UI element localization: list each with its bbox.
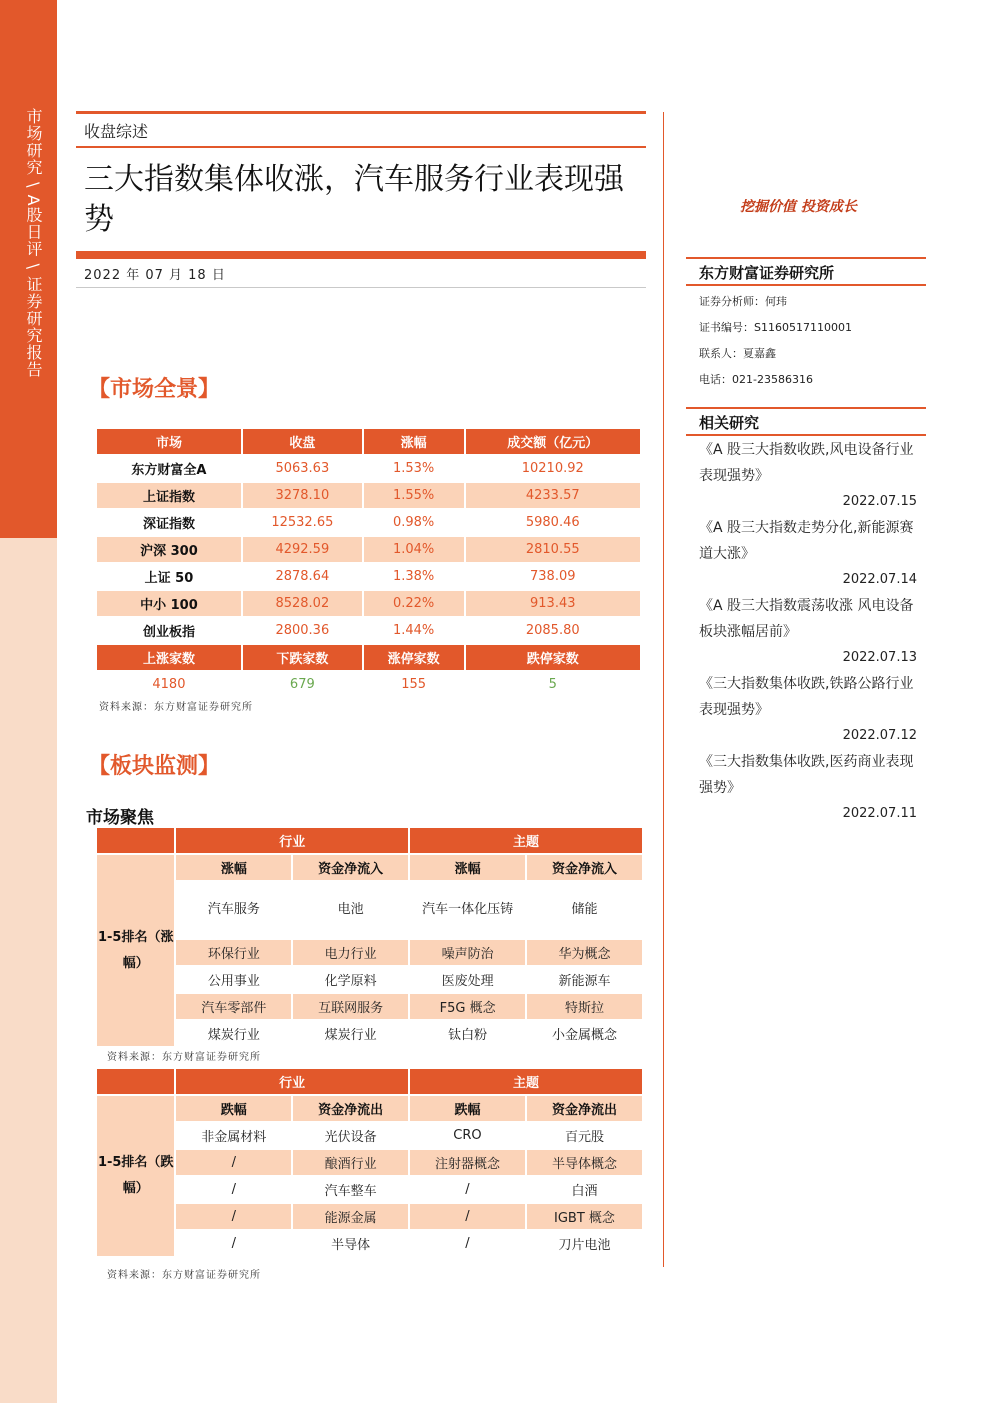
table-row [97,882,642,938]
column-divider [663,112,664,1267]
table-cell: 医废处理 [441,974,494,989]
column-header: 资金净流入 [293,855,408,880]
title-rule [76,251,646,259]
close-value: 2800.36 [275,623,330,638]
index-name: 沪深 300 [97,537,241,562]
table-row [97,618,640,643]
related-report-date: 2022.07.11 [842,806,917,821]
group-header: 主题 [410,1069,642,1094]
index-name: 上证指数 [97,483,241,508]
table-row [97,564,640,589]
table-cell: / [410,1204,525,1229]
table-source: 资料来源：东方财富证券研究所 [107,1052,261,1063]
change-pct: 0.22% [364,591,464,616]
table-row [97,940,642,965]
category-rule [76,146,646,148]
column-header: 跌幅 [410,1096,525,1121]
table-cell: 互联网服务 [293,994,408,1019]
column-header: 资金净流出 [527,1096,642,1121]
page-title: 三大指数集体收涨，汽车服务行业表现强势 [84,162,624,237]
related-report-link[interactable]: 《三大指数集体收跌,医药商业表现强势》 [699,754,914,796]
turnover: 2810.55 [466,537,641,562]
table-cell: / [231,1236,236,1251]
table-cell: 半导体概念 [527,1150,642,1175]
close-value: 2878.64 [275,569,330,584]
table-cell: 电力行业 [293,940,408,965]
change-pct: 1.55% [364,483,464,508]
limit-down-count: 5 [548,677,557,692]
table-cell: / [176,1204,291,1229]
table-cell: / [231,1182,236,1197]
table-cell: 半导体 [331,1238,371,1253]
change-pct: 1.44% [392,623,435,638]
change-pct: 1.38% [392,569,435,584]
index-name: 中小 100 [97,591,241,616]
column-header: 上涨家数 [97,645,241,670]
table-row [97,510,640,535]
table-cell: 煤炭行业 [324,1028,377,1043]
rank-label: 1-5排名（跌幅） [97,1096,174,1256]
column-header: 跌停家数 [466,645,641,670]
table-cell: 刀片电池 [558,1238,611,1253]
group-header: 行业 [176,828,408,853]
related-report-date: 2022.07.15 [842,494,917,509]
institute-top-rule [686,257,926,259]
phone-number: 电话：021-23586316 [699,373,813,386]
table-source: 资料来源：东方财富证券研究所 [99,702,253,713]
table-cell: 汽车一体化压铸 [422,902,514,917]
column-header: 资金净流出 [293,1096,408,1121]
related-report-link[interactable]: 《三大指数集体收跌,铁路公路行业表现强势》 [699,676,914,718]
table-row [97,483,640,508]
related-report-date: 2022.07.12 [842,728,917,743]
count-row [97,672,640,697]
rank-label: 1-5排名（涨幅） [97,855,174,1046]
sector-gain-table [95,826,644,1048]
related-top-rule [686,407,926,409]
close-value: 3278.10 [243,483,362,508]
column-header: 涨幅 [176,855,291,880]
focus-subtitle: 市场聚焦 [86,808,154,828]
column-header: 跌幅 [176,1096,291,1121]
table-cell: F5G 概念 [410,994,525,1019]
turnover: 738.09 [530,569,576,584]
table-cell: 新能源车 [558,974,611,989]
related-report-date: 2022.07.14 [842,572,917,587]
table-cell: 环保行业 [176,940,291,965]
close-value: 12532.65 [271,515,334,530]
table-cell: 钛白粉 [448,1028,488,1043]
slogan: 挖掘价值 投资成长 [740,199,857,215]
table-cell: 储能 [571,902,598,917]
institute-name: 东方财富证券研究所 [699,264,835,282]
table-cell: 注射器概念 [410,1150,525,1175]
license-number: 证书编号：S1160517110001 [699,321,852,334]
close-value: 4292.59 [243,537,362,562]
table-row [97,967,642,992]
table-row [97,1021,642,1046]
turnover: 913.43 [466,591,641,616]
turnover: 2085.80 [525,623,580,638]
related-report-date: 2022.07.13 [842,650,917,665]
index-name: 东方财富全A [131,463,207,478]
table-row [97,1177,642,1202]
column-header: 涨幅 [364,429,464,454]
index-name: 上证 50 [144,571,194,586]
report-category: 收盘综述 [84,122,149,141]
column-header: 市场 [97,429,241,454]
close-value: 8528.02 [243,591,362,616]
report-date: 2022 年 07 月 18 日 [84,268,226,283]
table-cell: 百元股 [564,1130,604,1145]
table-row [97,1204,642,1229]
turnover: 10210.92 [521,461,584,476]
sector-loss-table [95,1067,644,1258]
group-header: 主题 [410,828,642,853]
table-cell: 汽车整车 [324,1184,377,1199]
change-pct: 1.04% [364,537,464,562]
table-cell: 电池 [337,902,364,917]
table-source: 资料来源：东方财富证券研究所 [107,1270,261,1281]
table-cell: / [176,1150,291,1175]
column-header: 涨停家数 [364,645,464,670]
table-cell: CRO [453,1128,482,1143]
table-cell: / [465,1182,470,1197]
header-top-rule [76,111,646,114]
analyst-name: 证券分析师：何玮 [699,295,787,308]
sidebar-band-lower [0,538,57,1403]
column-header: 成交额（亿元） [466,429,641,454]
table-cell: 煤炭行业 [207,1028,260,1043]
table-cell: / [465,1236,470,1251]
institute-bottom-rule [686,284,926,286]
table-row [97,1150,642,1175]
table-row [97,1231,642,1256]
table-cell: 华为概念 [527,940,642,965]
count-header-row [97,645,640,670]
table-cell: 非金属材料 [201,1130,267,1145]
table-cell: 能源金属 [293,1204,408,1229]
column-header: 收盘 [243,429,362,454]
related-report-link[interactable]: 《A 股三大指数走势分化,新能源赛道大涨》 [699,520,914,562]
related-research-title: 相关研究 [699,414,760,432]
decliners-count: 679 [289,677,315,692]
table-row [97,456,640,481]
related-bottom-rule [686,434,926,436]
table-cell: 光伏设备 [324,1130,377,1145]
table-row [97,1123,642,1148]
advancers-count: 4180 [152,677,186,692]
related-report-link[interactable]: 《A 股三大指数震荡收涨 风电设备板块涨幅居前》 [699,598,914,640]
turnover: 5980.46 [525,515,580,530]
sector-section-title: 【板块监测】 [88,753,221,779]
contact-name: 联系人：夏嘉鑫 [699,347,776,360]
table-cell: 汽车服务 [207,902,260,917]
change-pct: 0.98% [392,515,435,530]
table-cell: IGBT 概念 [527,1204,642,1229]
close-value: 5063.63 [275,461,330,476]
corner-cell [97,828,174,853]
table-row [97,994,642,1019]
column-header: 涨幅 [410,855,525,880]
change-pct: 1.53% [392,461,435,476]
table-cell: 噪声防治 [410,940,525,965]
related-report-link[interactable]: 《A 股三大指数收跌,风电设备行业表现强势》 [699,442,914,484]
table-cell: 小金属概念 [552,1028,618,1043]
date-rule [76,287,646,288]
corner-cell [97,1069,174,1094]
table-cell: 特斯拉 [527,994,642,1019]
column-header: 资金净流入 [527,855,642,880]
limit-up-count: 155 [401,677,427,692]
table-cell: 汽车零部件 [176,994,291,1019]
column-header: 下跌家数 [243,645,362,670]
table-row [97,591,640,616]
market-overview-table [95,427,642,699]
index-name: 深证指数 [142,517,195,532]
overview-section-title: 【市场全景】 [88,376,221,402]
table-cell: 化学原料 [324,974,377,989]
sidebar-label: 市场研究 \ A股日评 \ 证券研究报告 [24,108,43,379]
table-cell: 白酒 [571,1184,598,1199]
table-row [97,537,640,562]
group-header: 行业 [176,1069,408,1094]
table-cell: 公用事业 [207,974,260,989]
turnover: 4233.57 [466,483,641,508]
index-name: 创业板指 [142,625,195,640]
table-cell: 酿酒行业 [293,1150,408,1175]
